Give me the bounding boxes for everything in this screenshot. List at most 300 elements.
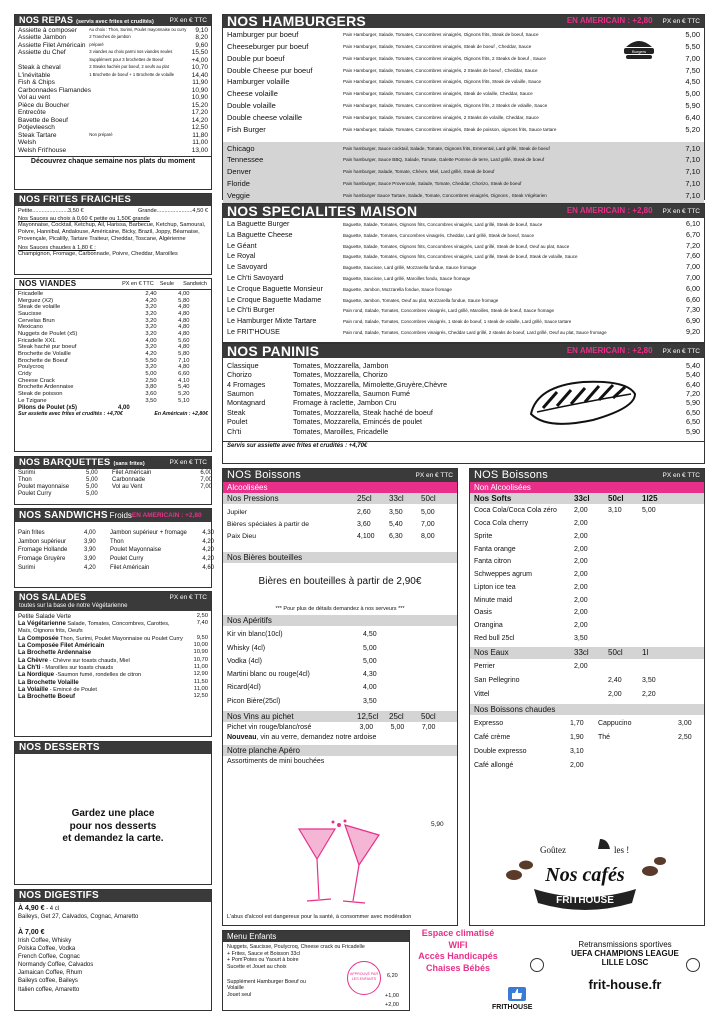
frites-section bbox=[14, 193, 212, 275]
hamburgers-section bbox=[222, 14, 705, 200]
item-name: Veggie bbox=[227, 190, 250, 200]
item-name: Minute maid bbox=[474, 596, 513, 604]
soft-item bbox=[474, 518, 700, 531]
item-price-seule: 3,80 bbox=[145, 384, 157, 391]
paninis-unit: PX en € TTC bbox=[662, 347, 700, 355]
viande-item bbox=[18, 324, 208, 331]
viande-item bbox=[18, 291, 208, 298]
soft-item bbox=[474, 633, 700, 646]
vins-header bbox=[223, 711, 457, 722]
us-burger-item bbox=[227, 190, 700, 202]
enfants-line3: + Pom'Potes ou Yaourt à boire bbox=[227, 957, 299, 964]
site-url[interactable]: frit-house.fr bbox=[588, 976, 662, 992]
item-price: 6,50 bbox=[686, 417, 700, 427]
price-33cl: 2,00 bbox=[574, 583, 588, 591]
item-desc: Pain hamburger, Sauce BBQ, Salade, Tomate, Galette Pomme de terre, Lard grillé, Steak de boeuf bbox=[343, 157, 545, 163]
burger-logo-icon bbox=[618, 35, 660, 61]
price-33cl: 2,00 bbox=[574, 609, 588, 617]
item-name: Double Cheese pur boeuf bbox=[227, 65, 313, 75]
item-name: Le Croque Baguette Monsieur bbox=[227, 283, 323, 293]
item-name: Le Tzigane bbox=[18, 397, 47, 404]
repas-item bbox=[18, 42, 208, 49]
cafes-logo-top2: les ! bbox=[614, 845, 630, 855]
digestifs-group1-size: - 4 cl bbox=[46, 906, 60, 912]
item-price: 3,10 bbox=[570, 747, 584, 755]
item-name: Brochette Ardennaise bbox=[18, 384, 74, 391]
us-burger-item bbox=[227, 143, 700, 155]
item-name: Hamburger pur boeuf bbox=[227, 30, 299, 39]
item-price-seule: 3,20 bbox=[145, 310, 157, 317]
enfants-stamp: APPROUVÉ PAR LES ENFANTS bbox=[347, 961, 381, 995]
salade-text bbox=[18, 649, 184, 656]
infos-handicap: Accès Handicapés bbox=[418, 951, 498, 962]
item-name: Le Savoyard bbox=[227, 262, 268, 272]
item-name: La Volaille bbox=[18, 685, 49, 693]
price-1l25 bbox=[642, 544, 676, 557]
boissons-soft-section bbox=[469, 468, 705, 926]
item-desc: Tomates, Mozzarella, Saumon Fumé bbox=[293, 389, 411, 399]
sport-line1: Retransmissions sportives bbox=[578, 940, 672, 949]
item-name: Fanta citron bbox=[474, 558, 511, 566]
price-25cl: 3,60 bbox=[357, 521, 371, 529]
item-price: 11,00 bbox=[192, 139, 208, 147]
item-name: Le Ch'ti Burger bbox=[227, 305, 275, 315]
item-price: 5,00 bbox=[86, 490, 98, 497]
specialites-title: NOS SPECIALITES MAISON bbox=[227, 202, 418, 219]
item-desc: Tomates, Mozzarella, Mimolette,Gruyère,Chèvre bbox=[293, 379, 448, 389]
boisson-chaude-item bbox=[474, 759, 592, 773]
aperitif-item bbox=[227, 695, 453, 708]
item-price: 6,40 bbox=[685, 112, 700, 122]
facebook-label[interactable]: FRITHOUSE bbox=[492, 1004, 533, 1011]
item-desc bbox=[90, 87, 186, 94]
item-desc: Pain Hamburger, Salade, Tomates, Concombres vinaigrés, 2 Steaks de volaille, Cheddar, Sauce bbox=[343, 114, 539, 120]
item-price: 5,90 bbox=[686, 398, 700, 408]
digestif-item: Italien coffee, Amaretto bbox=[18, 986, 80, 993]
specialites-unit: PX en € TTC bbox=[662, 207, 700, 215]
vins-row bbox=[223, 722, 457, 734]
item-name: Double expresso bbox=[474, 747, 527, 755]
soft-item bbox=[474, 620, 700, 633]
salade-text bbox=[18, 664, 184, 671]
item-price-seule: 3,20 bbox=[145, 364, 157, 371]
item-price: 7,20 bbox=[686, 240, 700, 250]
barquette-item bbox=[18, 484, 106, 491]
sandwich-item bbox=[18, 546, 104, 555]
item-name: Martini blanc ou rouge(4cl) bbox=[227, 671, 310, 679]
item-name: Le Ch'ti Savoyard bbox=[227, 272, 284, 282]
item-name: Thé bbox=[598, 733, 611, 741]
item-price: 5,40 bbox=[686, 361, 700, 370]
salade-text bbox=[18, 671, 184, 678]
item-price: 5,00 bbox=[363, 657, 377, 665]
item-price: 4,20 bbox=[202, 538, 214, 545]
item-name: Saucisse bbox=[18, 310, 42, 317]
item-price: 8,20 bbox=[195, 34, 208, 42]
item-name: Fricadelle bbox=[18, 291, 44, 297]
item-price: 14,20 bbox=[191, 116, 208, 124]
price-1l25 bbox=[642, 582, 676, 595]
item-name: Cervelas Brun bbox=[18, 317, 55, 324]
item-desc: Baguette, Salade, Tomates, Concombres vinaigrés, Cheddar, Lard grillé, Steak de boeuf, Sauce bbox=[343, 232, 535, 238]
item-name: Chorizo bbox=[227, 370, 252, 380]
soft-item bbox=[474, 569, 700, 582]
item-name: La Composée Filet Américain bbox=[18, 642, 105, 650]
item-price-seule: 3,60 bbox=[145, 390, 157, 397]
item-price: 9,20 bbox=[686, 326, 700, 336]
price-33cl: 2,00 bbox=[574, 545, 588, 553]
specialites-section bbox=[222, 203, 705, 343]
infos-wifi: WIFI bbox=[448, 939, 468, 950]
item-name: Entrecôte bbox=[18, 109, 46, 117]
item-price: 5,00 bbox=[86, 483, 98, 490]
item-name: Merguez (X2) bbox=[18, 297, 54, 304]
barquettes-title: NOS BARQUETTES bbox=[19, 456, 111, 468]
cafes-logo-main: Nos cafés bbox=[545, 864, 625, 886]
item-price: 4,60 bbox=[202, 564, 214, 571]
item-name: Poulet Mayonnaise bbox=[110, 547, 162, 554]
item-name: Picon Bière(25cl) bbox=[227, 697, 281, 705]
facebook-like-icon[interactable] bbox=[508, 987, 526, 1001]
price-50cl bbox=[608, 556, 642, 569]
bouteilles-text: Bières en bouteilles à partir de 2,90€ bbox=[258, 576, 422, 588]
item-name: La Baguette Cheese bbox=[227, 229, 293, 239]
infos-chaises: Chaises Bébés bbox=[425, 963, 491, 974]
vins-row-a: 3,00 bbox=[359, 724, 374, 732]
barquette-item bbox=[18, 470, 106, 477]
desserts-header bbox=[15, 742, 211, 754]
item-price: 6,50 bbox=[686, 407, 700, 417]
specialite-item bbox=[227, 251, 700, 262]
item-price: 2,50 bbox=[196, 612, 208, 619]
item-price: 5,40 bbox=[686, 370, 700, 380]
soft-item bbox=[474, 582, 700, 595]
item-price: 7,00 bbox=[686, 272, 700, 282]
sport-line2: UEFA CHAMPIONS LEAGUE bbox=[571, 949, 679, 959]
item-desc: Tomates, Maroilles, Fricadelle bbox=[293, 426, 389, 436]
item-price: 5,00 bbox=[685, 30, 700, 39]
barquettes-unit: PX en € TTC bbox=[169, 459, 207, 467]
item-name: Surimi bbox=[18, 470, 36, 476]
item-price-seule: 3,50 bbox=[145, 397, 157, 404]
item-name: La Végétarienne bbox=[18, 620, 66, 628]
vins-note: , vin au verre, demandez notre ardoise bbox=[256, 734, 377, 742]
viande-item bbox=[18, 304, 208, 311]
price-50cl: 2,00 bbox=[608, 690, 622, 698]
item-desc bbox=[89, 94, 186, 101]
sandwichs-header bbox=[15, 509, 211, 522]
item-price: 10,90 bbox=[191, 86, 208, 94]
price-1l25 bbox=[642, 518, 676, 531]
item-name: Cappucino bbox=[598, 719, 632, 727]
viande-item bbox=[18, 384, 208, 391]
hamburger-item bbox=[227, 100, 700, 112]
item-name: Denver bbox=[227, 167, 252, 177]
item-name: Assiette Filet Américain bbox=[18, 41, 86, 49]
viandes-header bbox=[15, 279, 211, 290]
item-price: 5,00 bbox=[86, 476, 98, 483]
salade-item bbox=[18, 693, 208, 700]
item-name: Nuggets de Poulet (x5) bbox=[18, 330, 78, 337]
item-desc: préparé bbox=[89, 41, 104, 47]
item-name: Vol au Vent bbox=[112, 483, 143, 490]
salade-item bbox=[18, 679, 208, 686]
item-desc: Baguette, Saucisse, Lard grillé, Maroilles fondu, Sauce fromage bbox=[343, 275, 471, 281]
item-price: 6,00 bbox=[686, 283, 700, 293]
item-name: Filet Américain bbox=[112, 470, 152, 476]
item-name: La Brochette Boeuf bbox=[18, 693, 76, 701]
viande-item bbox=[18, 364, 208, 371]
salade-text bbox=[18, 620, 184, 635]
item-name: Bières spéciales à partir de bbox=[227, 521, 309, 529]
boisson-chaude-item bbox=[474, 731, 592, 745]
item-price-sandwich: 4,00 bbox=[178, 291, 190, 297]
item-desc: Tomates, Mozzarella, Steak haché de boeuf bbox=[293, 407, 433, 417]
enfants-line4: Sucette et Jouet au choix bbox=[227, 964, 287, 971]
specialite-item bbox=[227, 295, 700, 306]
item-price-sandwich: 5,80 bbox=[178, 350, 190, 357]
chaudes-title: Nos Boissons chaudes bbox=[474, 704, 556, 714]
softs-title: Nos Softs bbox=[474, 494, 512, 504]
specialite-item bbox=[227, 316, 700, 327]
hamburgers-americain: EN AMERICAIN : +2,80 bbox=[566, 16, 653, 26]
item-name: Assiette Jambon bbox=[18, 34, 67, 42]
item-name: Le Hamburger Mixte Tartare bbox=[227, 316, 317, 326]
softs-header bbox=[470, 493, 704, 504]
item-name: Fromage Gruyère bbox=[18, 556, 66, 563]
item-desc: Tomates, Mozzarella, Jambon bbox=[293, 361, 389, 370]
digestif-item: Normandy Coffee, Calvados bbox=[18, 962, 94, 969]
item-price-seule: 5,00 bbox=[145, 370, 157, 377]
item-price: 17,20 bbox=[191, 109, 208, 117]
repas-item bbox=[18, 79, 208, 86]
sandwich-item bbox=[110, 546, 214, 555]
item-price: 7,60 bbox=[686, 251, 700, 261]
repas-item bbox=[18, 132, 208, 139]
salades-header bbox=[15, 592, 211, 603]
item-price: 14,40 bbox=[191, 71, 208, 79]
price-1l25 bbox=[642, 569, 676, 582]
salades-unit: PX en € TTC bbox=[169, 593, 207, 601]
item-name: Steak bbox=[227, 407, 246, 417]
item-desc: 2 Tranches de jambon bbox=[89, 34, 131, 40]
barquette-item bbox=[112, 470, 212, 477]
price-50cl: 8,00 bbox=[421, 533, 435, 541]
item-price: 5,90 bbox=[685, 101, 700, 111]
viande-item bbox=[18, 378, 208, 385]
boisson-chaude-item bbox=[598, 717, 704, 731]
item-desc: 1 Brochette de boeuf + 1 Brochette de volaille bbox=[89, 71, 175, 77]
item-price: 5,00 bbox=[363, 644, 377, 652]
viande-item bbox=[18, 331, 208, 338]
paninis-section bbox=[222, 343, 705, 464]
price-33cl: 3,50 bbox=[389, 509, 403, 517]
item-price: 4,20 bbox=[84, 564, 96, 571]
item-price: 12,50 bbox=[193, 693, 208, 700]
item-name: La Brochette Ardennaise bbox=[18, 649, 92, 657]
item-price: 6,90 bbox=[686, 316, 700, 326]
item-price: 7,10 bbox=[685, 167, 700, 177]
item-price: 6,00 bbox=[200, 470, 212, 476]
item-name: Jupiler bbox=[227, 509, 248, 517]
item-name: Schweppes agrum bbox=[474, 571, 532, 579]
item-name: Saumon bbox=[227, 389, 254, 399]
salade-item bbox=[18, 649, 208, 656]
boissons-soft-unit: PX en € TTC bbox=[662, 471, 700, 479]
eau-item bbox=[474, 660, 700, 674]
item-price: 4,50 bbox=[363, 631, 377, 639]
vins-note-bold: Nouveau bbox=[227, 734, 257, 742]
paninis-footer: Servis sur assiette avec frites et crudités : +4,70€ bbox=[223, 441, 704, 451]
item-price-sandwich: 4,80 bbox=[178, 344, 190, 351]
boissons-soft-header bbox=[470, 469, 704, 482]
item-name: Steak de volaille bbox=[18, 304, 61, 311]
viandes-col1: Seule bbox=[159, 280, 174, 287]
specialite-item bbox=[227, 305, 700, 316]
item-price: 3,90 bbox=[84, 556, 96, 563]
item-name: Double pur boeuf bbox=[227, 53, 285, 63]
desserts-line1: Gardez une place bbox=[71, 808, 155, 819]
item-price-sandwich: 4,80 bbox=[178, 310, 190, 317]
pression-item bbox=[227, 507, 453, 519]
price-50cl bbox=[608, 660, 642, 674]
planche-price: 5,90 bbox=[431, 821, 444, 828]
item-name: La Composée bbox=[18, 634, 59, 642]
item-name: Vodka (4cl) bbox=[227, 657, 263, 665]
item-price: 7,00 bbox=[685, 53, 700, 63]
viandes-title: NOS VIANDES bbox=[19, 279, 77, 289]
item-price: 12,90 bbox=[193, 671, 208, 678]
cafes-logo bbox=[500, 831, 670, 921]
cocktail-glasses-icon bbox=[289, 819, 389, 909]
viandes-pilons: Pilons de Poulet (x5) bbox=[18, 405, 78, 412]
item-price-seule: 4,20 bbox=[145, 350, 157, 357]
item-name: Vittel bbox=[474, 690, 490, 698]
item-name: La Nordique bbox=[18, 671, 55, 679]
viande-item bbox=[18, 358, 208, 365]
item-desc: Salade, Tomates, Concombres, Carottes, Maïs, Oignons frits, Oeufs bbox=[18, 621, 170, 635]
enfants-supp1-price: +1,00 bbox=[385, 993, 399, 999]
soft-item bbox=[474, 556, 700, 569]
enfants-title: Menu Enfants bbox=[223, 931, 409, 942]
viande-item bbox=[18, 398, 208, 405]
price-50cl bbox=[608, 633, 642, 646]
hamburgers-header bbox=[223, 15, 704, 28]
item-name: Le Géant bbox=[227, 240, 257, 250]
item-price: 4,00 bbox=[84, 530, 96, 536]
item-name: Red bull 25cl bbox=[474, 634, 515, 642]
item-price-seule: 3,20 bbox=[145, 317, 157, 324]
item-name: Sprite bbox=[474, 532, 493, 540]
frites-chaudes-list: Champignon, Fromage, Carbonnade, Poivre, Cheddar, Maroilles bbox=[18, 251, 178, 258]
item-name: Potjevleesch bbox=[18, 124, 55, 132]
item-name: Coca Cola cherry bbox=[474, 520, 529, 528]
item-name: Thon bbox=[110, 538, 124, 545]
item-price: 7,00 bbox=[200, 476, 212, 483]
item-price-sandwich: 5,80 bbox=[178, 297, 190, 304]
item-name: Le Royal bbox=[227, 251, 256, 261]
item-price: 7,40 bbox=[196, 620, 208, 627]
barquette-item bbox=[112, 484, 212, 491]
viande-item bbox=[18, 338, 208, 345]
hamburger-item bbox=[227, 88, 700, 100]
sandwich-item bbox=[18, 538, 104, 547]
desserts-section bbox=[14, 741, 212, 885]
price-33cl: 2,00 bbox=[574, 520, 588, 528]
item-desc: - Maroilles sur toasts chauds bbox=[40, 664, 114, 671]
item-desc: Pain Hamburger, Salade, Tomates, Concombres vinaigrés, Oignons frits, 2 Steaks de volaille, Sauce bbox=[343, 103, 548, 109]
item-price: 3,00 bbox=[678, 719, 692, 727]
enfants-supp3: Jouet seul bbox=[227, 991, 252, 998]
frites-sauces: Nos Sauces au choix à 0,60 € petite ou 1,50€ grande bbox=[18, 215, 150, 222]
price-50cl: 2,40 bbox=[608, 676, 622, 684]
item-name: Double cheese volaille bbox=[227, 112, 303, 122]
repas-item bbox=[18, 57, 208, 64]
price-33cl: 2,00 bbox=[574, 571, 588, 579]
hamburger-item bbox=[227, 112, 700, 124]
item-name: Fromage Hollande bbox=[18, 547, 68, 554]
repas-item bbox=[18, 139, 208, 146]
pressions-title: Nos Pressions bbox=[227, 494, 279, 504]
hamburgers-unit: PX en € TTC bbox=[662, 18, 700, 26]
item-price: 5,50 bbox=[685, 41, 700, 51]
repas-subtitle: (servis avec frites et crudités) bbox=[76, 18, 154, 25]
boisson-chaude-item bbox=[474, 717, 592, 731]
viande-item bbox=[18, 318, 208, 325]
repas-item bbox=[18, 87, 208, 94]
item-price: 3,90 bbox=[84, 547, 96, 554]
item-price: 15,20 bbox=[191, 101, 208, 109]
item-name: Coca Cola/Coca Cola zéro bbox=[474, 507, 557, 515]
burger-logo-text: Burgers bbox=[631, 49, 647, 54]
barquettes-subtitle: (sans frites) bbox=[113, 460, 145, 467]
digestifs-header bbox=[15, 890, 211, 902]
us-burger-item bbox=[227, 166, 700, 178]
item-price: 12,50 bbox=[191, 124, 208, 132]
item-desc: -Saumon fumé, rondelles de citron bbox=[54, 672, 142, 679]
item-name: Welsh Frit'house bbox=[18, 146, 67, 154]
viandes-pilons-price: 4,00 bbox=[118, 405, 130, 412]
item-name: Ch'ti bbox=[227, 426, 242, 436]
enfants-supp1: Supplément Hamburger Boeuf ou bbox=[227, 978, 306, 985]
enfants-price: 6,20 bbox=[387, 973, 398, 979]
barquette-item bbox=[112, 477, 212, 484]
sandwichs-section bbox=[14, 508, 212, 588]
item-price-seule: 3,20 bbox=[145, 330, 157, 337]
item-name: Ricard(4cl) bbox=[227, 684, 261, 692]
viande-item bbox=[18, 344, 208, 351]
item-price-sandwich: 7,10 bbox=[178, 357, 190, 364]
pressions-header bbox=[223, 493, 457, 504]
soft-item bbox=[474, 595, 700, 608]
bouteilles-header bbox=[223, 552, 457, 563]
price-1l25 bbox=[642, 531, 676, 544]
item-name: Lipton ice tea bbox=[474, 583, 516, 591]
price-50cl: 5,00 bbox=[421, 509, 435, 517]
salade-item bbox=[18, 671, 208, 678]
aperitif-item bbox=[227, 681, 453, 694]
item-name: Surimi bbox=[18, 564, 36, 571]
sandwich-item bbox=[18, 555, 104, 564]
item-price: 11,00 bbox=[193, 663, 208, 670]
desserts-line2: pour nos desserts bbox=[69, 820, 157, 832]
eaux-col3: 1l bbox=[642, 648, 649, 658]
planche-header bbox=[223, 745, 457, 756]
repas-header bbox=[15, 15, 211, 26]
item-desc: Baguette, Salade, Tomates, Oignons frits, Concombres vinaigrés, Lard grillé, Steak de boeuf, Sauce bbox=[343, 222, 543, 227]
item-price: 7,10 bbox=[685, 179, 700, 189]
repas-unit: PX en € TTC bbox=[169, 16, 207, 24]
